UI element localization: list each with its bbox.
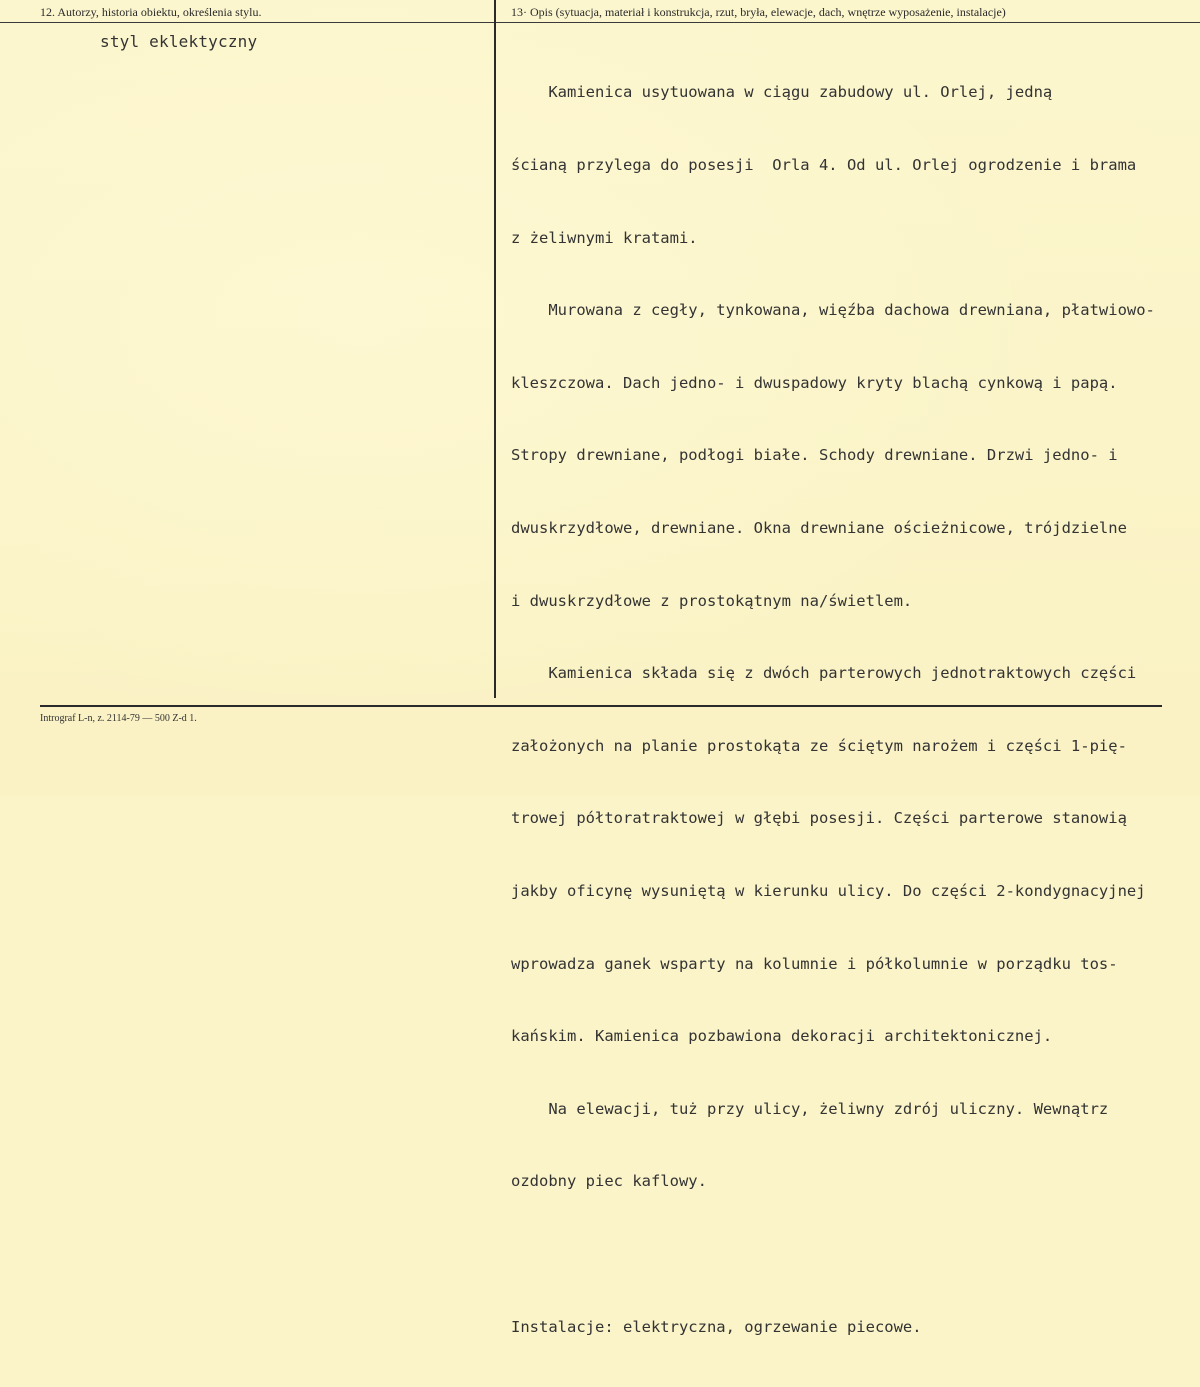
section-12-heading: 12. Autorzy, historia obiektu, określenia stylu.	[40, 5, 262, 19]
description-line: ścianą przylega do posesji Orla 4. Od ul. Orlej ogrodzenie i brama	[511, 156, 1137, 174]
description-line: kleszczowa. Dach jedno- i dwuspadowy kryty blachą cynkową i papą.	[511, 373, 1118, 392]
installations-line: Instalacje: elektryczna, ogrzewanie piecowe.	[511, 1317, 922, 1336]
description-line: i dwuskrzydłowe z prostokątnym na/świetlem.	[511, 591, 913, 610]
description-line: trowej półtoratraktowej w głębi posesji. Części parterowe stanowią	[511, 809, 1127, 828]
blank-line	[511, 1242, 1200, 1266]
description-line: Stropy drewniane, podłogi białe. Schody drewniane. Drzwi jedno- i	[511, 446, 1118, 465]
header-divider	[0, 22, 1200, 23]
description-body	[511, 32, 1200, 1387]
description-line: Kamienica usytuowana w ciągu zabudowy ul. Orlej, jedną	[511, 83, 1053, 102]
description-line: Murowana z cegły, tynkowana, więźba dachowa drewniana, płatwiowo-	[511, 301, 1155, 320]
description-line: Na elewacji, tuż przy ulicy, żeliwny zdrój uliczny. Wewnątrz	[511, 1099, 1109, 1118]
description-line: Kamienica składa się z dwóch parterowych jednotraktowych części	[511, 664, 1137, 683]
description-line: jakby oficynę wysuniętą w kierunku ulicy. Do części 2-kondygnacyjnej	[511, 881, 1146, 900]
description-line: ozdobny piec kaflowy.	[511, 1172, 707, 1191]
description-line: założonych na planie prostokąta ze ściętym narożem i części 1-pię-	[511, 736, 1127, 755]
section-13-heading: 13· Opis (sytuacja, materiał i konstrukcja, rzut, bryła, elewacje, dach, wnętrze wyposażenie, instalacje)	[511, 5, 1006, 19]
description-line: kańskim. Kamienica pozbawiona dekoracji architektonicznej.	[511, 1027, 1053, 1046]
description-line: wprowadza ganek wsparty na kolumnie i półkolumnie w porządku tos-	[511, 954, 1118, 973]
description-line: z żeliwnymi kratami.	[511, 228, 698, 247]
print-imprint: Intrograf L-n, z. 2114-79 — 500 Z-d 1.	[40, 713, 197, 724]
column-divider	[494, 0, 496, 698]
style-description: styl eklektyczny	[100, 32, 258, 51]
description-line: dwuskrzydłowe, drewniane. Okna drewniane ościeżnicowe, trójdzielne	[511, 518, 1127, 537]
